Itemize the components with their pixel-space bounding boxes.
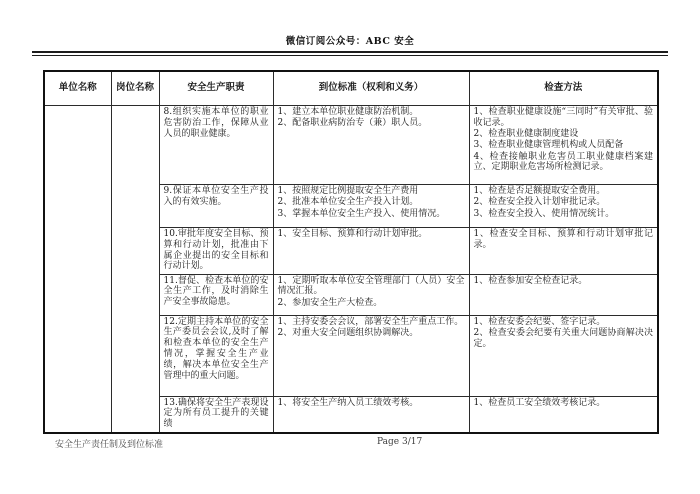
standards-cell [273, 228, 469, 275]
text-paragraph: 13.确保将安全生产表现设定为所有员工提升的关键绩 [163, 397, 269, 430]
duty-cell [159, 106, 273, 185]
text-paragraph: 1、检查安全目标、预算和行动计划审批记录。 [473, 229, 653, 250]
text-paragraph: 1、检查安委会纪要、签字记录。 [473, 316, 606, 327]
methods-cell [469, 315, 658, 396]
text-paragraph: 2、配备职业病防治专（兼）职人员。 [277, 118, 428, 129]
methods-cell [469, 274, 658, 315]
text-paragraph: 1、按照规定比例提取安全生产费用 [277, 186, 419, 196]
duty-cell [159, 396, 273, 432]
duty-cell [159, 274, 273, 315]
text-paragraph: 2、检查安委会纪要有关重大问题协商解决决定。 [473, 327, 653, 349]
text-paragraph: 3、掌握本单位安全生产投入、使用情况。 [277, 208, 446, 219]
page-header-text: 微信订阅公众号：ABC 安全 [285, 36, 415, 47]
text-paragraph: 10.审批年度安全目标、预算和行动计划，批准由下属企业提出的安全目标和行动计划。 [163, 229, 269, 272]
page-footer [0, 437, 700, 453]
text-paragraph: 1、检查职业健康设施“三同时”有关审批、验收记录。 [473, 107, 653, 128]
footer-document-title: 安全生产责任制及到位标准 [55, 440, 164, 450]
text-paragraph: 2、参加安全生产大检查。 [277, 297, 383, 308]
text-paragraph: 2、检查安全投入计划审批记录。 [473, 197, 606, 208]
standards-cell [273, 274, 469, 315]
methods-cell [469, 396, 658, 432]
text-paragraph: 1、检查是否足额提取安全费用。 [473, 186, 606, 196]
text-paragraph: 9.保证本单位安全生产投入的有效实施。 [163, 186, 269, 207]
col-header-unit-name: 单位名称 [44, 71, 111, 106]
duty-cell [159, 315, 273, 396]
duty-cell [159, 228, 273, 275]
standards-cell [273, 315, 469, 396]
text-paragraph: 12.定期主持本单位的安全生产委员会会议,及时了解和检查本单位的安全生产情况，掌握安全生产业绩，解决本单位安全生产管理中的重大问题。 [163, 316, 269, 381]
text-paragraph: 1、建立本单位职业健康防治机制。 [277, 107, 419, 117]
methods-cell [469, 106, 658, 185]
text-paragraph: 8.组织实施本单位的职业危害防治工作，保障从业人员的职业健康。 [163, 107, 269, 139]
text-paragraph: 3、检查安全投入、使用情况统计。 [473, 208, 615, 219]
text-paragraph: 4、检查接触职业危害员工职业健康档案建立、定期职业危害场所检测记录。 [473, 151, 653, 173]
duty-cell [159, 185, 273, 228]
col-header-duty: 安全生产职责 [159, 71, 273, 106]
text-paragraph: 1、检查员工安全绩效考核记录。 [473, 397, 606, 408]
text-paragraph: 2、对重大安全问题组织协调解决。 [277, 327, 419, 338]
table-header-row [44, 71, 658, 106]
responsibility-table [43, 70, 659, 434]
col-header-methods: 检查方法 [469, 71, 658, 106]
unit-name-cell [44, 106, 111, 433]
text-paragraph: 3、检查职业健康管理机构或人员配备 [473, 140, 624, 151]
header-divider-rule [32, 51, 668, 56]
methods-cell [469, 228, 658, 275]
standards-cell [273, 106, 469, 185]
text-paragraph: 11.督促、检查本单位的安全生产工作，及时消除生产安全事故隐患。 [163, 275, 269, 308]
methods-cell [469, 185, 658, 228]
text-paragraph: 1、定期听取本单位安全管理部门（人员）安全情况汇报。 [277, 275, 465, 297]
footer-page-number: Page 3/17 [377, 437, 423, 447]
table-row [44, 106, 658, 185]
standards-cell [273, 396, 469, 432]
post-name-cell [111, 106, 159, 433]
standards-cell [273, 185, 469, 228]
text-paragraph: 1、主持安委会会议，部署安全生产重点工作。 [277, 316, 464, 327]
text-paragraph: 1、将安全生产纳入员工绩效考核。 [277, 397, 419, 408]
page-header [32, 33, 668, 47]
text-paragraph: 1、安全目标、预算和行动计划审批。 [277, 229, 428, 239]
text-paragraph: 2、检查职业健康制度建设 [473, 129, 579, 140]
text-paragraph: 1、检查参加安全检查记录。 [473, 275, 588, 286]
text-paragraph: 2、批准本单位安全生产投入计划。 [277, 197, 419, 208]
col-header-post-name: 岗位名称 [111, 71, 159, 106]
col-header-standards: 到位标准（权利和义务） [273, 71, 469, 106]
